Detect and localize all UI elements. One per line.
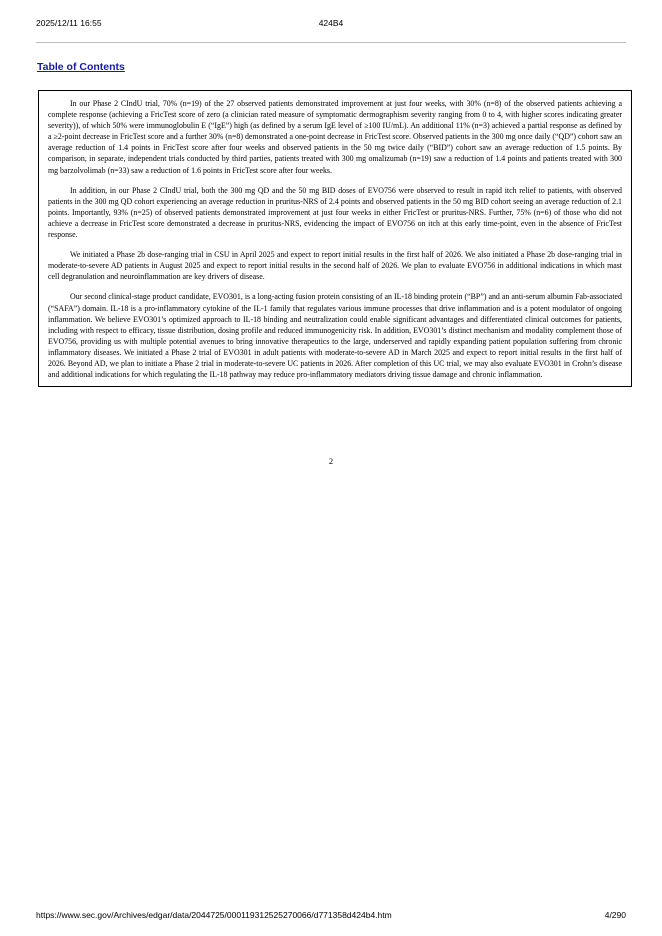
content-box [38, 90, 632, 387]
print-timestamp: 2025/12/11 16:55 [36, 18, 102, 28]
page-number: 2 [328, 456, 334, 466]
footer-url: https://www.sec.gov/Archives/edgar/data/2044725/000119312525270066/d771358d424b4.htm [36, 910, 392, 920]
paragraph-itch-relief: In addition, in our Phase 2 CIndU trial, both the 300 mg QD and the 50 mg BID doses of EVO756 were observed to result in rapid itch relief to patients, with observed patients in the 300 mg QD cohort experiencing an average reduction in pruritus-NRS of 2.4 points and observed patients in the 50 mg BID cohort seeing an average reduction of 2.1 points. Importantly, 93% (n=25) of observed patients demonstrated improvement at just four weeks in either FricTest or pruritus-NRS. Further, 75% (n=6) of those who did not achieve a decrease in FricTest score demonstrated a decrease in pruritus-NRS, evidencing the impact of EVO756 on itch at this early time-point, even in the absence of FricTest response. [48, 185, 622, 240]
paragraph-cindu-results: In our Phase 2 CIndU trial, 70% (n=19) of the 27 observed patients demonstrated improvement at just four weeks, with 30% (n=8) of the observed patients achieving a complete response (achieving a FricTest score of zero (a clinician rated measure of symptomatic dermographism severity ranging from 0 to 4, with higher scores indicating greater severity)), of which 50% were immunoglobulin E (“IgE”) high (as defined by a serum IgE level of ≥100 IU/mL). An additional 11% (n=3) achieved a partial response as defined by a ≥2-point decrease in FricTest score and a further 30% (n=8) demonstrated a one-point decrease in FricTest score. Observed patients in the 300 mg once daily (“QD”) cohort saw an average reduction of 1.4 points in FricTest score after four weeks and observed patients in the 50 mg twice daily (“BID”) cohort saw an average reduction of 1.5 points. By comparison, in separate, independent trials conducted by third parties, patients treated with 300 mg omalizumab (n=19) saw a reduction of 1.4 points and patients treated with 300 mg barzolvolimab (n=33) saw a reduction of 1.6 points in FricTest score after four weeks. [48, 99, 622, 175]
paragraph-phase2b-trials: We initiated a Phase 2b dose-ranging trial in CSU in April 2025 and expect to report initial results in the first half of 2026. We also initiated a Phase 2b dose-ranging trial in moderate-to-severe AD patients in August 2025 and expect to report initial results in the second half of 2026. We plan to evaluate EVO756 in additional indications in which mast cell degranulation and neuroinflammation are key drivers of disease. [48, 250, 622, 282]
table-of-contents-link[interactable]: Table of Contents [37, 61, 125, 73]
footer-page-count: 4/290 [604, 910, 626, 920]
paragraph-evo301: Our second clinical-stage product candidate, EVO301, is a long-acting fusion protein consisting of an IL-18 binding protein (“BP”) and an anti-serum albumin Fab-associated (“SAFA”) domain. IL-18 is a pro-inflammatory cytokine of the IL-1 family that regulates various immune processes that drive inflammation and is a potent modulator of ongoing inflammation. We believe EVO301’s optimized approach to IL-18 binding and neutralization could enable significant advantages and differentiated clinical outcomes for patients, including with respect to efficacy, tissue distribution, dosing profile and reduced immunogenicity risk. In addition, EVO301’s distinct mechanism and modality complement those of EVO756, providing us with multiple potential avenues to bring innovative therapeutics to the large, underserved and rapidly expanding patient population suffering from chronic inflammatory diseases. We initiated a Phase 2 trial of EVO301 in adult patients with moderate-to-severe AD in March 2025 and expect to report initial results in the first half of 2026. Beyond AD, we plan to initiate a Phase 2 trial in moderate-to-severe UC patients in 2026. After completion of this UC trial, we may also evaluate EVO301 in Crohn’s disease and additional indications for which regulating the IL-18 pathway may reduce pro-inflammatory mediators driving tissue damage and chronic inflammation. [48, 292, 622, 380]
document-code: 424B4 [318, 18, 344, 28]
header-divider [36, 42, 626, 43]
